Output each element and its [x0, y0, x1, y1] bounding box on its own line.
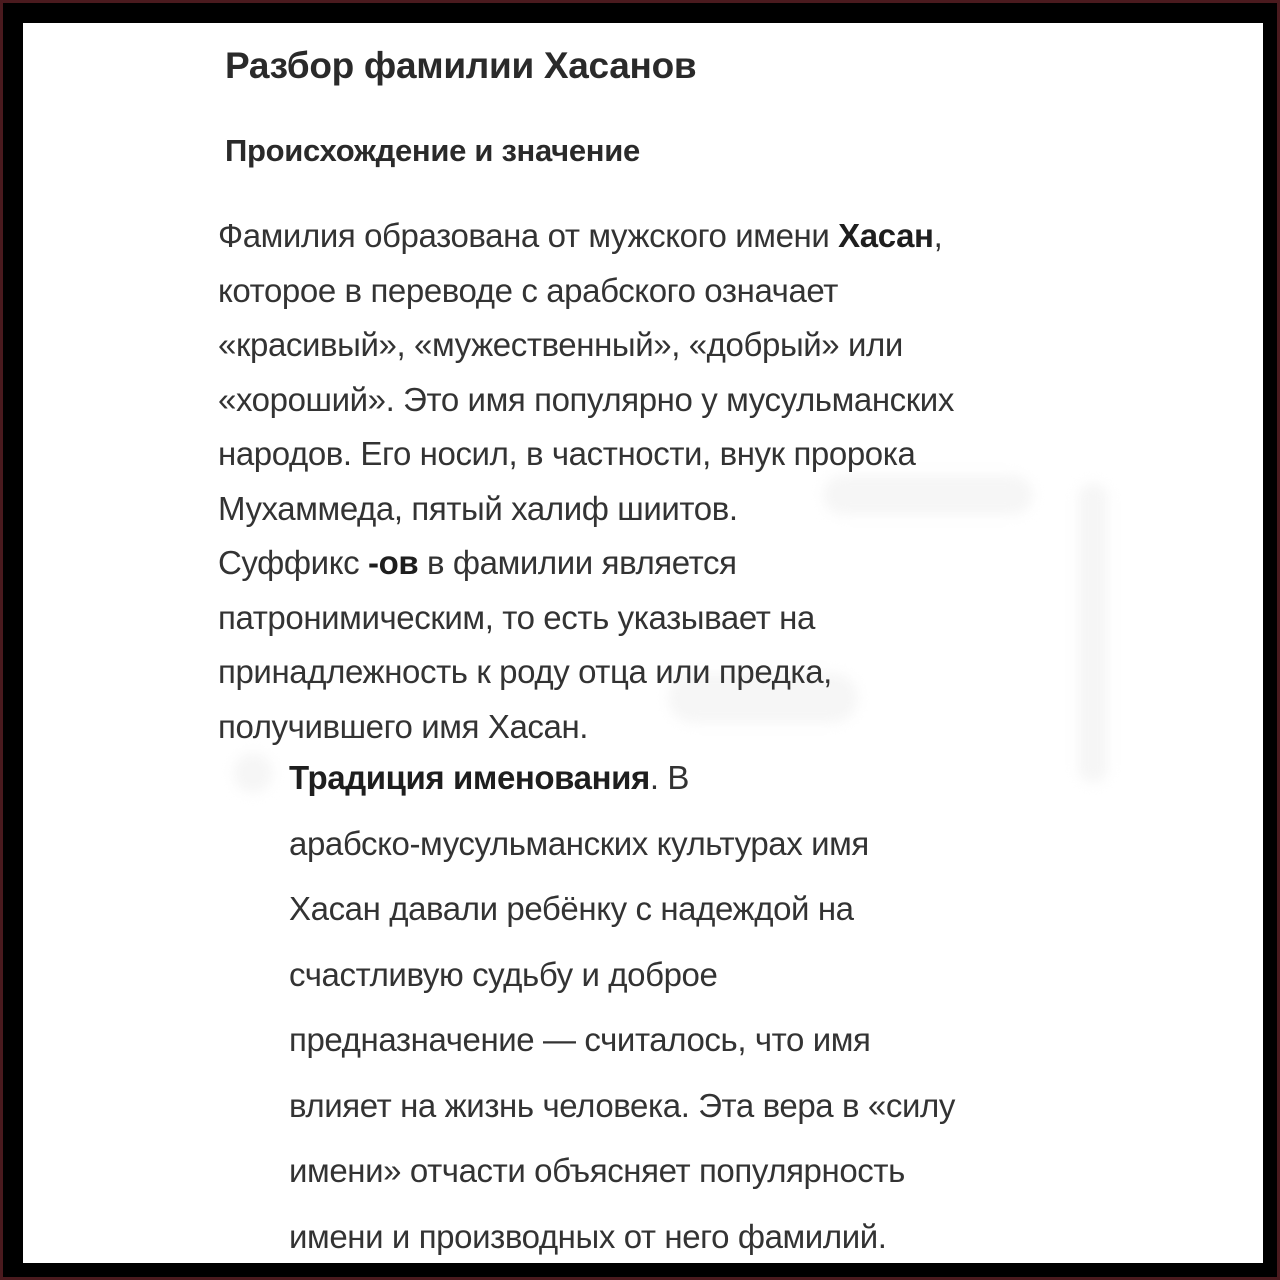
text-line: «красивый», «мужественный», «добрый» или [218, 326, 903, 363]
name-bold: Хасан [838, 217, 934, 254]
tradition-heading: Традиция именования [289, 759, 650, 796]
text-line: которое в переводе с арабского означает [218, 271, 838, 309]
text-line: патронимическим, то есть указывает на [218, 598, 815, 636]
text-line: принадлежность к роду отца или предка, [218, 653, 832, 690]
text-line: имени» отчасти объясняет популярность [289, 1152, 905, 1189]
text-line: Хасан давали ребёнку с надеждой на [289, 890, 854, 927]
text-line: Суффикс -ов в фамилии является [218, 544, 737, 581]
text-line: «хороший». Это имя популярно у мусульманских [218, 380, 954, 418]
document-page [23, 23, 1263, 1263]
text-line: Традиция именования. В [289, 759, 690, 796]
text-line: арабско-мусульманских культурах имя [289, 824, 869, 862]
text-line: предназначение — считалось, что имя [289, 1021, 871, 1058]
text-line: счастливую судьбу и доброе [289, 955, 718, 993]
suffix-bold: -ов [367, 544, 419, 581]
text-line: имени и производных от него фамилий. [289, 1217, 887, 1255]
text-line: получившего имя Хасан. [218, 707, 589, 745]
page-title: Разбор фамилии Хасанов [225, 45, 697, 86]
section-heading: Происхождение и значение [225, 133, 640, 168]
smudge-mark [233, 753, 273, 793]
tradition-paragraph [289, 745, 1189, 1263]
text-line: Мухаммеда, пятый халиф шиитов. [218, 489, 738, 527]
text-line: Фамилия образована от мужского имени Хасан, [218, 217, 943, 254]
text-line: народов. Его носил, в частности, внук пророка [218, 435, 916, 472]
origin-paragraph [218, 209, 1118, 754]
text-line: влияет на жизнь человека. Эта вера в «силу [289, 1086, 955, 1124]
